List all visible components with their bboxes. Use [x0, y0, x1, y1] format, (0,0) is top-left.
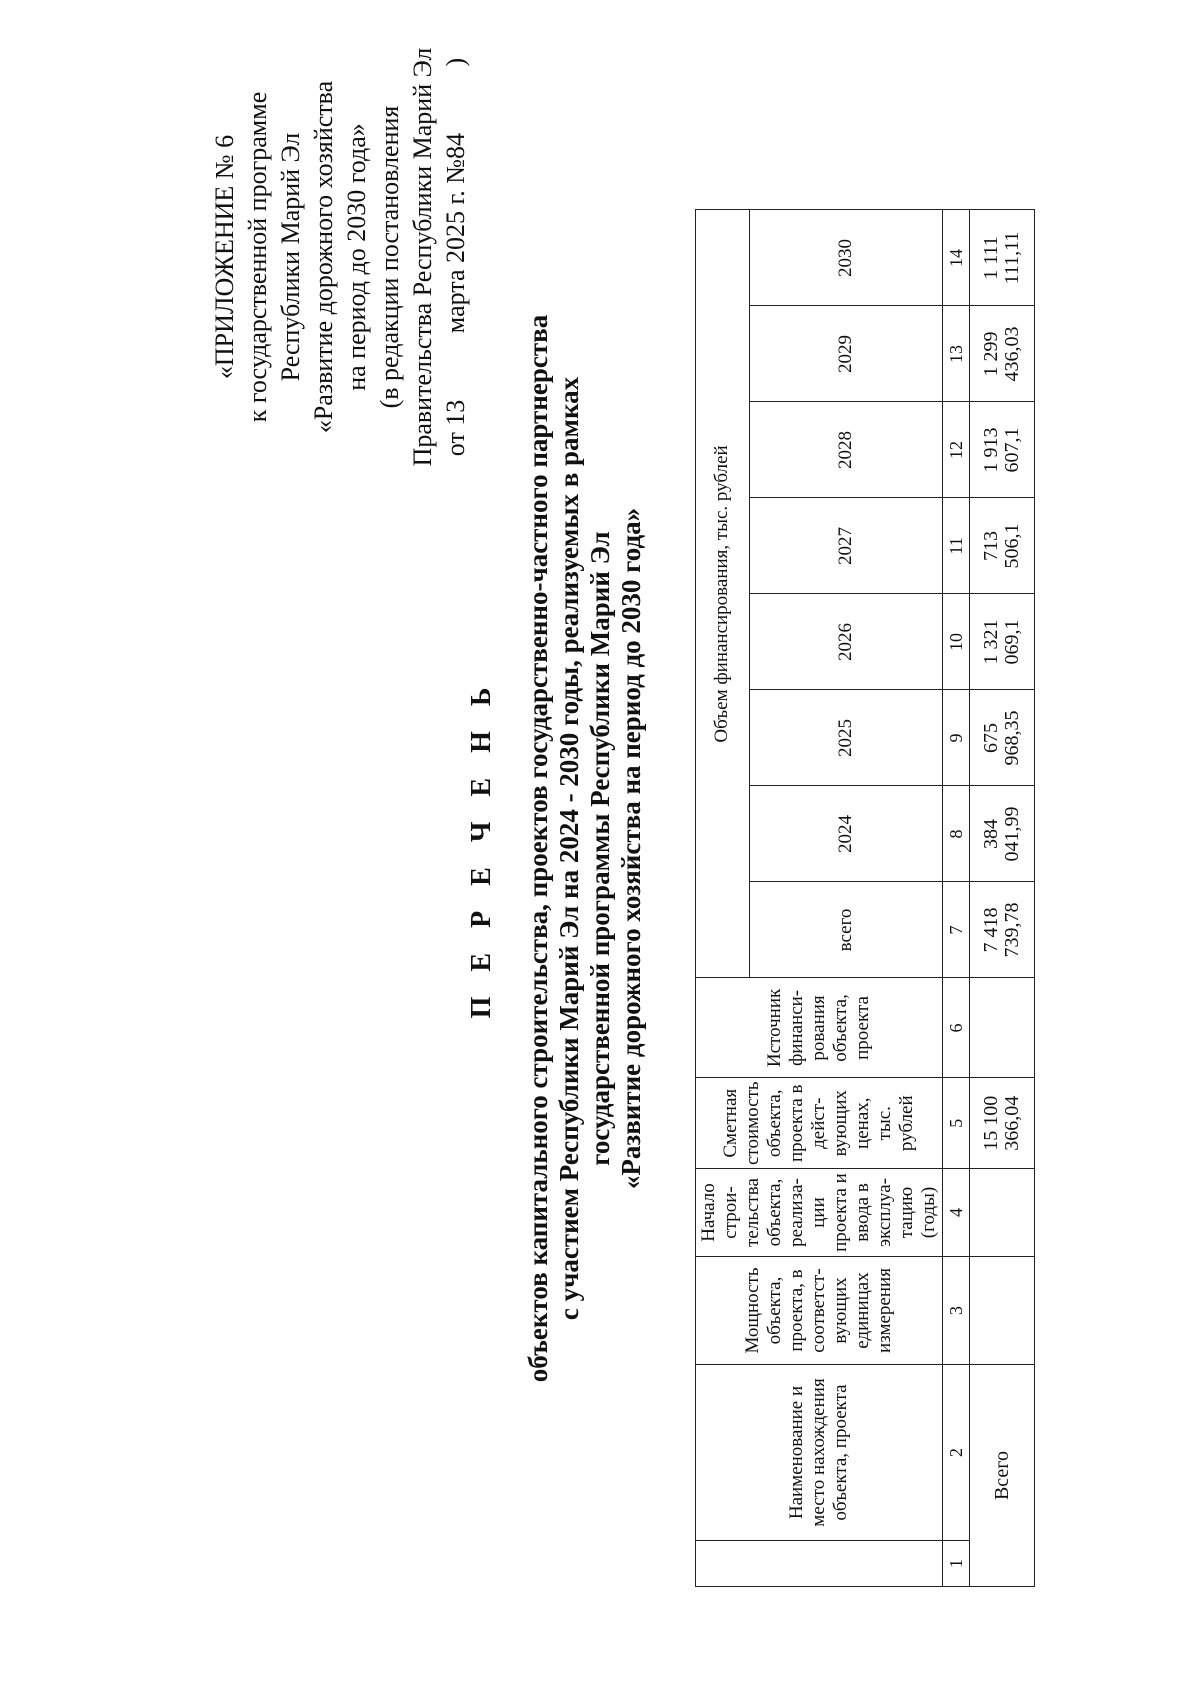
total-funding-year: 675 968,35 [970, 690, 1035, 786]
paren-close: ) [441, 57, 470, 67]
header-year: 2027 [749, 498, 942, 594]
header-year: 2025 [749, 690, 942, 786]
column-number: 11 [943, 498, 970, 594]
document-subtitle [523, 0, 647, 1697]
column-number: 2 [943, 1365, 970, 1541]
column-number: 7 [943, 882, 970, 978]
total-funding-year: 1 913 607,1 [970, 402, 1035, 498]
appendix-line: к государственной программе [243, 91, 272, 423]
appendix-line: «ПРИЛОЖЕНИЕ № 6 [210, 134, 239, 380]
total-capacity [970, 1257, 1035, 1365]
appendix-line: на период до 2030 года» [342, 123, 371, 391]
total-start [970, 1169, 1035, 1257]
column-number: 1 [943, 1541, 970, 1587]
appendix-line: «Развитие дорожного хозяйства [309, 80, 338, 434]
appendix-block [208, 47, 472, 467]
header-year: 2026 [749, 594, 942, 690]
header-name: Наименование и место нахождения объекта, проекта [696, 1365, 943, 1541]
column-number: 3 [943, 1257, 970, 1365]
header-start: Начало строи-тельства объекта, реализа-ции проекта и ввода в эксплуа-тацию (годы) [696, 1169, 943, 1257]
header-capacity: Мощность объекта, проекта, в соответст-вующих единицах измерения [696, 1257, 943, 1365]
total-estimate: 15 100 366,04 [970, 1078, 1035, 1169]
date-rest: марта 2025 г. №84 [441, 132, 470, 334]
total-funding-year: 1 111 111,11 [970, 210, 1035, 306]
total-funding-year: 384 041,99 [970, 786, 1035, 882]
column-number: 4 [943, 1169, 970, 1257]
subtitle-line: с участием Республики Марий Эл на 2024 - 2030 годы, реализуемых в рамках [554, 376, 584, 1321]
column-number-row [943, 210, 970, 1587]
date-prefix: от 13 [441, 399, 470, 457]
total-funding-year: 1 299 436,03 [970, 306, 1035, 402]
header-funding-total: всего [749, 882, 942, 978]
subtitle-line: государственной программы Республики Марий Эл [585, 531, 615, 1166]
appendix-line: (в редакции постановления [375, 105, 404, 409]
projects-table [695, 209, 1035, 1587]
header-estimate: Сметная стоимость объекта, проекта в дейст-вующих ценах, тыс. рублей [696, 1078, 943, 1169]
total-funding-year: 1 321 069,1 [970, 594, 1035, 690]
header-year: 2030 [749, 210, 942, 306]
header-year: 2024 [749, 786, 942, 882]
column-number: 14 [943, 210, 970, 306]
total-funding-year: 713 506,1 [970, 498, 1035, 594]
subtitle-line: объектов капитального строительства, проектов государственно-частного партнерства [523, 314, 553, 1383]
column-number: 13 [943, 306, 970, 402]
header-year: 2029 [749, 306, 942, 402]
column-number: 12 [943, 402, 970, 498]
column-number: 10 [943, 594, 970, 690]
total-funding-all: 7 418 739,78 [970, 882, 1035, 978]
header-source: Источник финанси-рования объекта, проекта [696, 978, 943, 1078]
total-label: Всего [970, 1365, 1035, 1587]
document-title: П Е Р Е Ч Е Н Ь [466, 678, 497, 1019]
header-year: 2028 [749, 402, 942, 498]
column-number: 8 [943, 786, 970, 882]
column-number: 6 [943, 978, 970, 1078]
total-row [970, 210, 1035, 1587]
header-number [696, 1541, 943, 1587]
appendix-line: Правительства Республики Марий Эл [408, 47, 437, 467]
column-number: 9 [943, 690, 970, 786]
header-funding-group: Объем финансирования, тыс. рублей [696, 210, 750, 978]
appendix-line: Республики Марий Эл [276, 132, 305, 382]
subtitle-line: «Развитие дорожного хозяйства на период до 2030 года» [616, 507, 646, 1190]
column-number: 5 [943, 1078, 970, 1169]
total-source [970, 978, 1035, 1078]
